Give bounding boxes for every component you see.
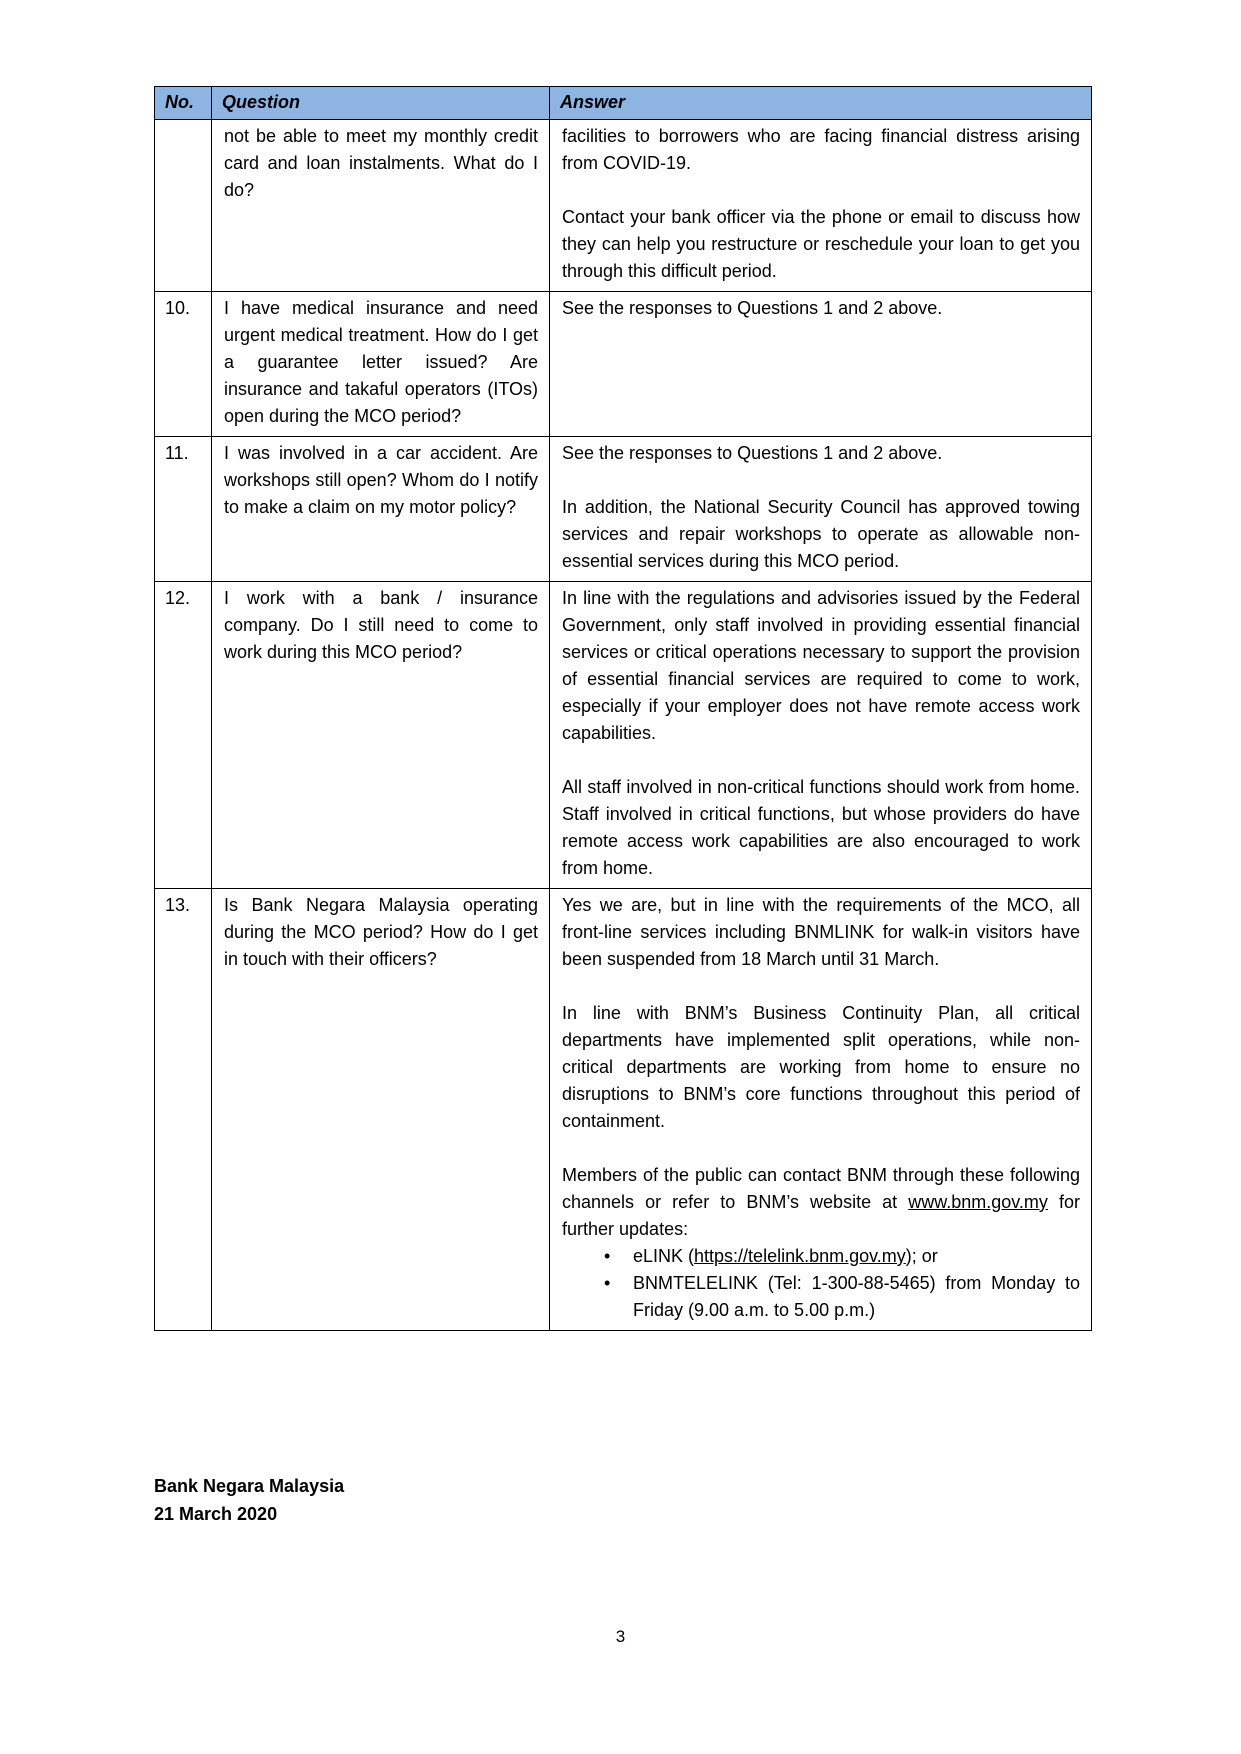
column-header-question: Question [212,87,550,120]
answer-paragraph [562,585,1080,747]
text-segment: See the responses to Questions 1 and 2 above. [562,443,943,463]
answer-paragraph [562,440,1080,467]
faq-table [154,86,1092,1331]
answer-paragraph [562,295,1080,322]
text-segment: Contact your bank officer via the phone or email to discuss how they can help you restructure or reschedule your loan to get you through this difficult period. [562,207,1080,281]
answer-cell [550,292,1092,437]
row-number-cell: 10. [155,292,212,437]
row-number-cell: 11. [155,437,212,582]
blank-line [562,747,1080,774]
answer-cell [550,437,1092,582]
text-segment: for further updates: [562,1192,1080,1239]
blank-line [562,177,1080,204]
table-row [155,437,1092,582]
answer-cell [550,582,1092,889]
faq-table-body [155,120,1092,1331]
telelink-link[interactable]: https://telelink.bnm.gov.my [694,1246,906,1266]
text-segment: eLINK ( [633,1246,695,1266]
text-segment: In line with the regulations and advisories issued by the Federal Government, only staff involved in providing essential financial services or critical operations necessary to support the provision of essential financial services are required to come to work, especially if your employer does not have remote access work capabilities. [562,588,1080,743]
column-header-no: No. [155,87,212,120]
blank-line [562,467,1080,494]
text-segment: In line with BNM’s Business Continuity Plan, all critical departments have implemented split operations, while non-critical departments are working from home to ensure no disruptions to BNM’s core functions throughout this period of containment. [562,1003,1080,1131]
answer-cell [550,889,1092,1331]
bullet-list-item [562,1270,1080,1324]
column-header-answer: Answer [550,87,1092,120]
question-cell: I work with a bank / insurance company. Do I still need to come to work during this MCO period? [212,582,550,889]
bullet-list-item [562,1243,1080,1270]
question-cell: I was involved in a car accident. Are workshops still open? Whom do I notify to make a claim on my motor policy? [212,437,550,582]
row-number-cell: 12. [155,582,212,889]
row-number-cell: 13. [155,889,212,1331]
answer-cell [550,120,1092,292]
table-row [155,120,1092,292]
table-row [155,889,1092,1331]
blank-line [562,1135,1080,1162]
text-segment: In addition, the National Security Council has approved towing services and repair workshops to operate as allowable non-essential services during this MCO period. [562,497,1080,571]
bnm-website-link[interactable]: www.bnm.gov.my [908,1192,1048,1212]
text-segment: ); or [905,1246,938,1266]
question-cell: not be able to meet my monthly credit card and loan instalments. What do I do? [212,120,550,292]
text-segment: BNMTELELINK (Tel: 1-300-88-5465) from Monday to Friday (9.00 a.m. to 5.00 p.m.) [633,1273,1080,1320]
answer-paragraph [562,123,1080,177]
faq-table-header [155,87,1092,120]
header-row [155,87,1092,120]
question-cell: Is Bank Negara Malaysia operating during the MCO period? How do I get in touch with their officers? [212,889,550,1331]
text-segment: See the responses to Questions 1 and 2 above. [562,298,943,318]
answer-paragraph [562,494,1080,575]
question-cell: I have medical insurance and need urgent medical treatment. How do I get a guarantee letter issued? Are insurance and takaful operators (ITOs) open during the MCO period? [212,292,550,437]
doc-date: 21 March 2020 [154,1504,278,1524]
document-footer [154,1472,344,1528]
row-number-cell [155,120,212,292]
answer-paragraph [562,1162,1080,1243]
text-segment: facilities to borrowers who are facing financial distress arising from COVID-19. [562,126,1080,173]
blank-line [562,973,1080,1000]
text-segment: Members of the public can contact BNM through these following channels or refer to BNM’s website at [562,1165,1080,1212]
bullet-icon: • [604,1246,611,1266]
answer-paragraph [562,1000,1080,1135]
org-name: Bank Negara Malaysia [154,1476,345,1496]
answer-paragraph [562,892,1080,973]
table-row [155,582,1092,889]
bullet-icon: • [604,1273,611,1293]
table-row [155,292,1092,437]
page-number: 3 [615,1627,626,1646]
text-segment: All staff involved in non-critical functions should work from home. Staff involved in critical functions, but whose providers do have remote access work capabilities are also encouraged to work from home. [562,777,1080,878]
answer-paragraph [562,774,1080,882]
answer-paragraph [562,204,1080,285]
faq-table-container [154,86,1091,1331]
text-segment: Yes we are, but in line with the requirements of the MCO, all front-line services including BNMLINK for walk-in visitors have been suspended from 18 March until 31 March. [562,895,1080,969]
